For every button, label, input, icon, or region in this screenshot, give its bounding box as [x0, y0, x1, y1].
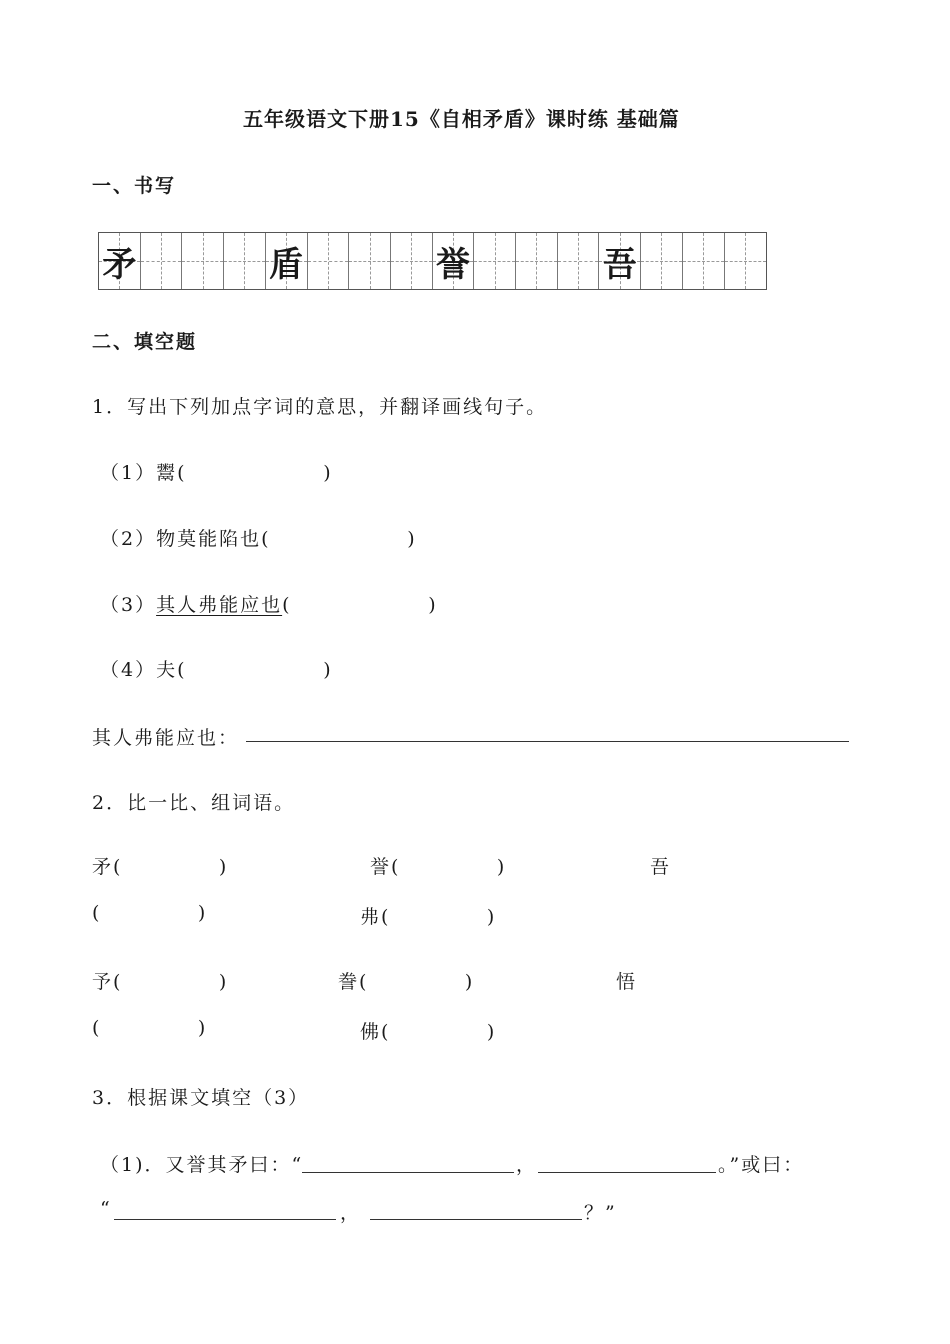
page-title: 五年级语文下册15《自相矛盾》课时练 基础篇	[243, 107, 680, 131]
grid-cell[interactable]	[641, 233, 683, 289]
q1-item-3	[100, 590, 438, 617]
q3-blank-1[interactable]	[302, 1172, 514, 1173]
compare-item[interactable]: ( )	[92, 902, 208, 924]
item-text: 鬻	[156, 462, 178, 484]
q3-prompt: 3．根据课文填空（3）	[92, 1087, 310, 1109]
grid-cell[interactable]	[349, 233, 391, 289]
compare-item[interactable]: 弗( )	[360, 906, 497, 928]
q1-item-2	[100, 524, 417, 551]
q3-line1-start: （1)．又誉其矛曰：“	[100, 1154, 304, 1176]
item-number: （4）	[100, 659, 157, 681]
compare-item: 吾	[650, 856, 672, 878]
compare-item[interactable]: 佛( )	[360, 1021, 497, 1043]
translate-answer-line[interactable]	[246, 741, 849, 742]
grid-cell[interactable]	[391, 233, 433, 289]
q1-prompt: 1．写出下列加点字词的意思，并翻译画线句子。	[92, 396, 548, 418]
compare-item[interactable]: 誊( )	[338, 971, 475, 993]
grid-cell[interactable]	[474, 233, 516, 289]
compare-item[interactable]: ( )	[92, 1017, 208, 1039]
grid-cell[interactable]	[516, 233, 558, 289]
q3-line1-end: 。”或曰：	[718, 1154, 805, 1176]
grid-char	[349, 233, 390, 289]
q3-blank-4[interactable]	[370, 1219, 582, 1220]
translate-label: 其人弗能应也：	[92, 727, 240, 749]
grid-cell[interactable]	[266, 233, 308, 289]
grid-char: 誉	[435, 244, 470, 285]
grid-cell[interactable]	[725, 233, 766, 289]
grid-char: 盾	[269, 244, 304, 285]
grid-char	[141, 233, 182, 289]
grid-char	[391, 233, 432, 289]
grid-cell[interactable]	[308, 233, 350, 289]
q1-item-4	[100, 655, 333, 682]
grid-char: 矛	[102, 244, 137, 285]
q3-line2-end: ？”	[584, 1202, 617, 1224]
q3-blank-2[interactable]	[538, 1172, 716, 1173]
grid-cell[interactable]	[182, 233, 224, 289]
answer-blank[interactable]: ( )	[177, 659, 333, 681]
grid-char	[641, 233, 682, 289]
item-number: （1）	[100, 462, 157, 484]
compare-item[interactable]: 誉( )	[370, 856, 507, 878]
item-text: 物莫能陷也	[156, 528, 262, 550]
compare-item: 悟	[616, 971, 638, 993]
item-number: （3）	[100, 594, 157, 616]
grid-char	[516, 233, 557, 289]
grid-cell[interactable]	[433, 233, 475, 289]
grid-char	[725, 233, 766, 289]
answer-blank[interactable]: ( )	[177, 462, 333, 484]
section-heading-writing: 一、书写	[92, 175, 177, 197]
q1-item-1	[100, 458, 333, 485]
section-heading-fill: 二、填空题	[92, 331, 198, 353]
grid-char	[224, 233, 265, 289]
item-text: 夫	[156, 659, 178, 681]
grid-char	[683, 233, 724, 289]
item-text-underlined: 其人弗能应也	[156, 594, 283, 616]
answer-blank[interactable]: ( )	[282, 594, 438, 616]
writing-grid	[98, 232, 767, 290]
q3-line2-start: “	[100, 1198, 112, 1220]
answer-blank[interactable]: ( )	[261, 528, 417, 550]
grid-char	[182, 233, 223, 289]
compare-item[interactable]: 予( )	[92, 971, 229, 993]
q2-prompt: 2．比一比、组词语。	[92, 792, 296, 814]
q3-blank-3[interactable]	[114, 1219, 336, 1220]
grid-cell[interactable]	[141, 233, 183, 289]
grid-cell[interactable]	[99, 233, 141, 289]
q3-line1-comma: ，	[516, 1154, 538, 1176]
grid-char	[308, 233, 349, 289]
compare-item[interactable]: 矛( )	[92, 856, 229, 878]
grid-char: 吾	[602, 244, 637, 285]
grid-cell[interactable]	[224, 233, 266, 289]
q3-line2-comma: ，	[340, 1202, 362, 1224]
grid-cell[interactable]	[558, 233, 600, 289]
item-number: （2）	[100, 528, 157, 550]
grid-cell[interactable]	[599, 233, 641, 289]
grid-cell[interactable]	[683, 233, 725, 289]
grid-char	[558, 233, 599, 289]
grid-char	[474, 233, 515, 289]
